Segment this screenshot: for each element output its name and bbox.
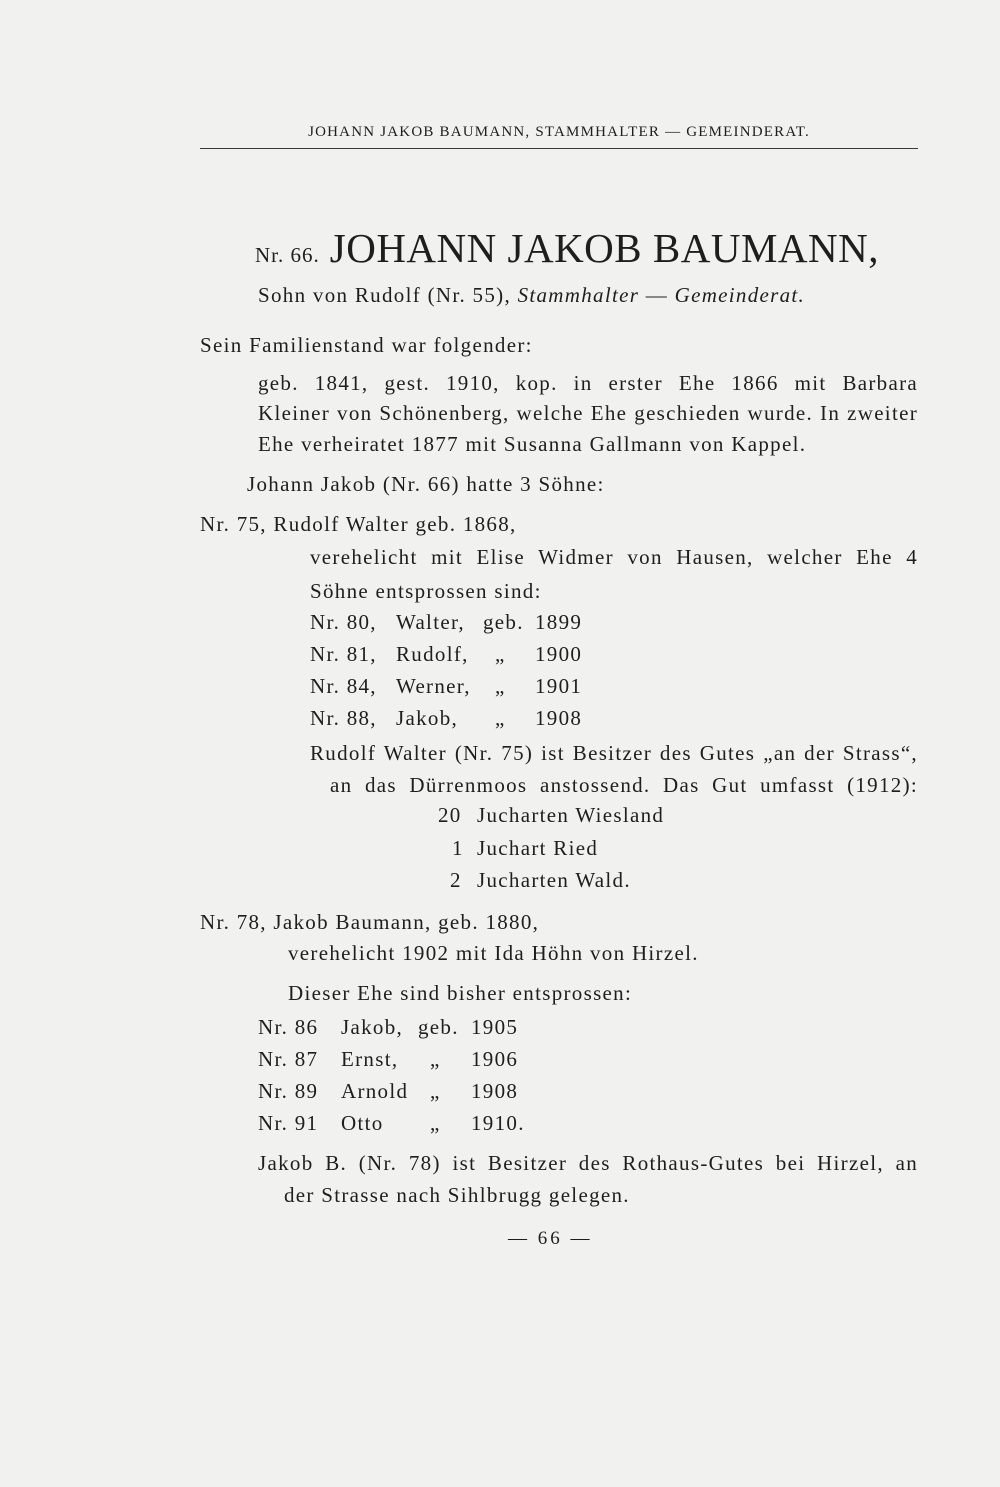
child-number: Nr. 80, bbox=[310, 610, 377, 634]
child-number: Nr. 87 bbox=[258, 1047, 319, 1071]
child-name: Werner, bbox=[396, 674, 471, 698]
marriage-line: verehelicht mit Elise Widmer von Hausen, welcher Ehe 4 bbox=[310, 545, 918, 569]
birth-year: 1901 bbox=[535, 674, 583, 698]
child-number: Nr. 88, bbox=[310, 706, 377, 730]
ditto-mark: „ bbox=[495, 642, 506, 666]
marriage-line: verehelicht 1902 mit Ida Höhn von Hirzel. bbox=[288, 941, 699, 965]
header-rule bbox=[200, 148, 918, 149]
property-quantity: 1 bbox=[452, 836, 464, 860]
entry-name: JOHANN JAKOB BAUMANN, bbox=[329, 225, 879, 271]
subtitle-role-2: Gemeinderat. bbox=[674, 283, 806, 307]
property-quantity: 20 bbox=[438, 803, 462, 827]
subtitle-role-1: Stammhalter bbox=[517, 283, 640, 307]
ditto-mark: „ bbox=[495, 674, 506, 698]
birth-year: 1906 bbox=[471, 1047, 519, 1071]
child-number: Nr. 86 bbox=[258, 1015, 319, 1039]
property-text-line: an das Dürrenmoos anstossend. Das Gut umfasst (1912): bbox=[330, 773, 918, 797]
birth-year: 1900 bbox=[535, 642, 583, 666]
subtitle-prefix: Sohn von Rudolf (Nr. 55), bbox=[258, 283, 518, 307]
property-quantity: 2 bbox=[450, 868, 462, 892]
family-status-line: geb. 1841, gest. 1910, kop. in erster Ehe 1866 mit Barbara bbox=[258, 371, 918, 395]
child-name: Jakob, bbox=[341, 1015, 404, 1039]
property-text-line: Jakob B. (Nr. 78) ist Besitzer des Rothaus-Gutes bei Hirzel, an bbox=[258, 1151, 918, 1175]
child-number: Nr. 91 bbox=[258, 1111, 319, 1135]
property-description: Juchart Ried bbox=[477, 836, 599, 860]
birth-mark: geb. bbox=[418, 1015, 459, 1039]
sons-intro: Johann Jakob (Nr. 66) hatte 3 Söhne: bbox=[247, 472, 605, 496]
child-name: Ernst, bbox=[341, 1047, 399, 1071]
child-name: Otto bbox=[341, 1111, 384, 1135]
birth-year: 1908 bbox=[535, 706, 583, 730]
entry-number: Nr. 66. bbox=[255, 243, 320, 267]
family-status-line: Kleiner von Schönenberg, welche Ehe geschieden wurde. In zweiter bbox=[258, 401, 918, 425]
ditto-mark: „ bbox=[430, 1111, 441, 1135]
child-number: Nr. 89 bbox=[258, 1079, 319, 1103]
property-text-line: der Strasse nach Sihlbrugg gelegen. bbox=[284, 1183, 630, 1207]
running-head: JOHANN JAKOB BAUMANN, STAMMHALTER — GEMEINDERAT. bbox=[308, 124, 810, 140]
entry-title bbox=[255, 224, 879, 272]
birth-year: 1899 bbox=[535, 610, 583, 634]
child-number: Nr. 84, bbox=[310, 674, 377, 698]
child-name: Jakob, bbox=[396, 706, 459, 730]
property-description: Jucharten Wiesland bbox=[477, 803, 665, 827]
birth-mark: geb. bbox=[483, 610, 524, 634]
birth-year: 1905 bbox=[471, 1015, 519, 1039]
ditto-mark: „ bbox=[495, 706, 506, 730]
child-name: Rudolf, bbox=[396, 642, 469, 666]
birth-year: 1908 bbox=[471, 1079, 519, 1103]
marriage-line: Söhne entsprossen sind: bbox=[310, 579, 542, 603]
subtitle bbox=[258, 279, 805, 311]
property-text-line: Rudolf Walter (Nr. 75) ist Besitzer des Gutes „an der Strass“, bbox=[310, 741, 918, 765]
subtitle-dash: — bbox=[639, 283, 675, 307]
child-name: Arnold bbox=[341, 1079, 409, 1103]
birth-year: 1910. bbox=[471, 1111, 525, 1135]
ditto-mark: „ bbox=[430, 1079, 441, 1103]
ditto-mark: „ bbox=[430, 1047, 441, 1071]
property-description: Jucharten Wald. bbox=[477, 868, 631, 892]
child-name: Walter, bbox=[396, 610, 465, 634]
family-status-line: Ehe verheiratet 1877 mit Susanna Gallmann von Kappel. bbox=[258, 432, 807, 456]
son-header: Nr. 75, Rudolf Walter geb. 1868, bbox=[200, 512, 517, 536]
page-number: — 66 — bbox=[508, 1228, 593, 1249]
intro-line: Sein Familienstand war folgender: bbox=[200, 333, 533, 357]
children-intro: Dieser Ehe sind bisher entsprossen: bbox=[288, 981, 633, 1005]
child-number: Nr. 81, bbox=[310, 642, 377, 666]
son-header: Nr. 78, Jakob Baumann, geb. 1880, bbox=[200, 910, 540, 934]
